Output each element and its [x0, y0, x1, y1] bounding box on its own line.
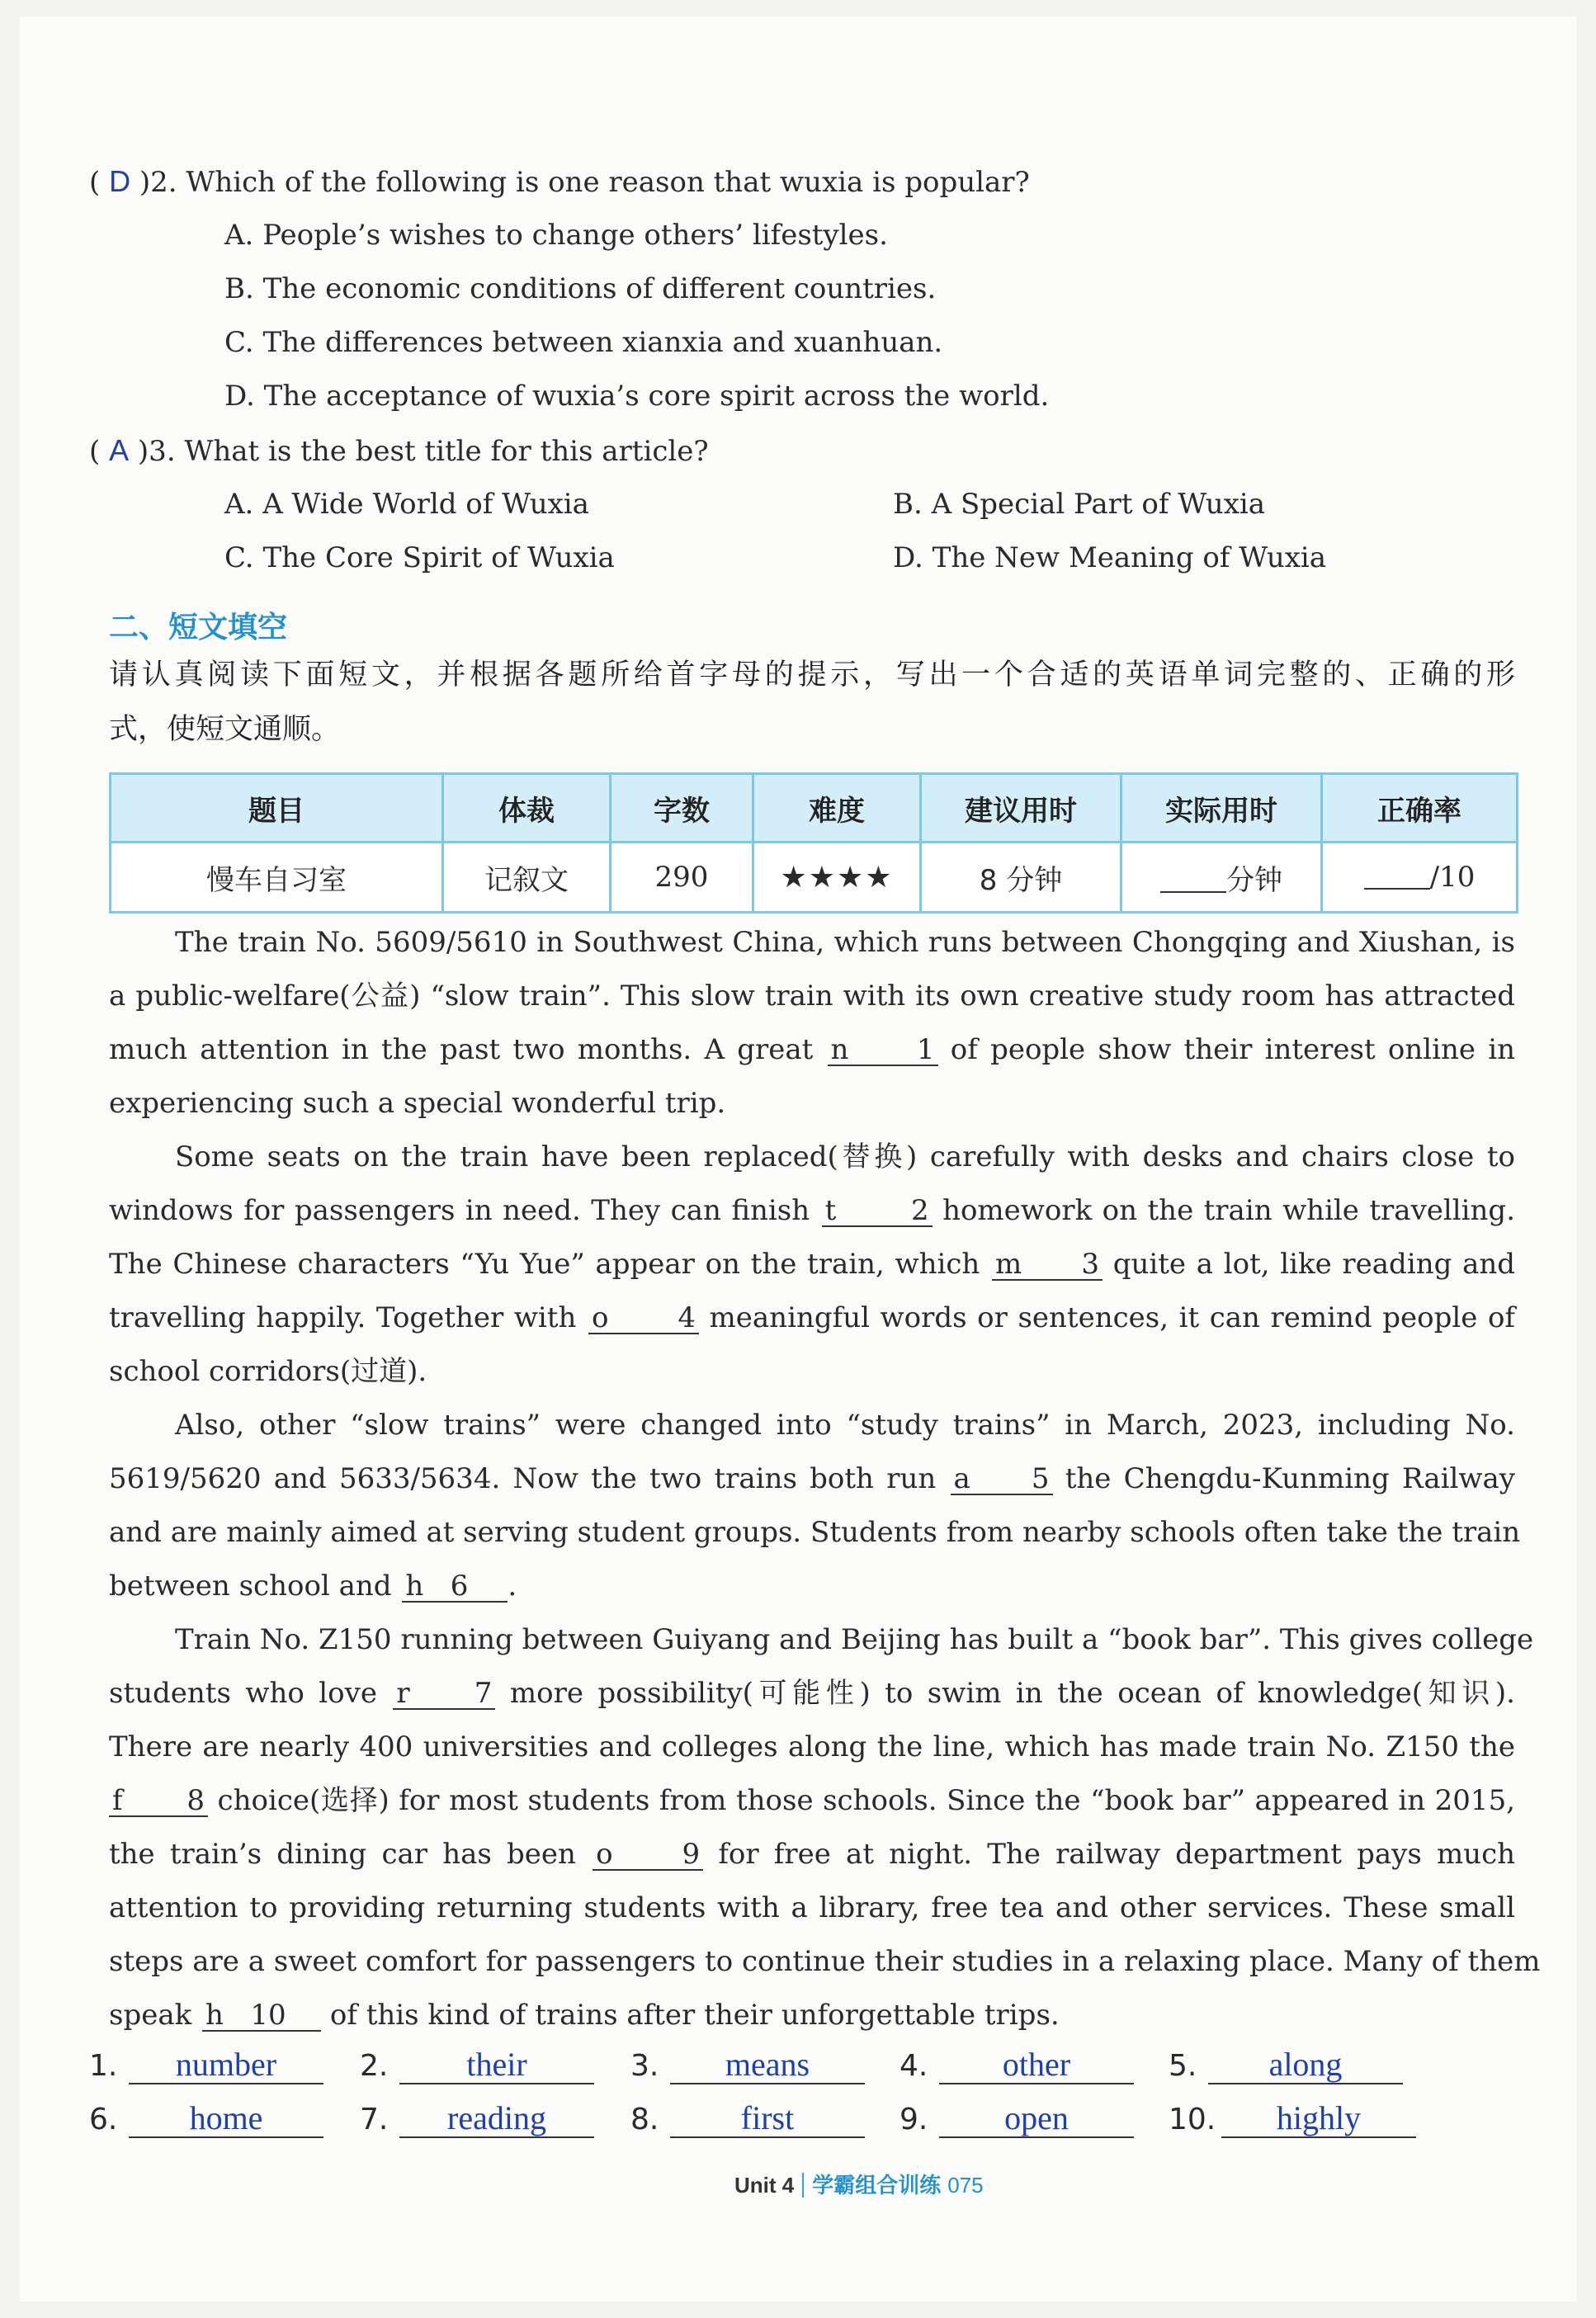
- text: the Chengdu-Kunming Railway: [1065, 1462, 1515, 1495]
- p2-line1: Some seats on the train have been replaced(替换) carefully with desks and chairs close to: [175, 1140, 1515, 1173]
- answer-letter-q3: A: [109, 433, 130, 467]
- p3-line1: Also, other “slow trains” were changed into “study trains” in March, 2023, including No.: [175, 1409, 1515, 1442]
- text: speak: [109, 1999, 192, 2032]
- option-text: The Core Spirit of Wuxia: [262, 541, 615, 574]
- answer-word[interactable]: first: [670, 2100, 865, 2138]
- blank-2[interactable]: [822, 1196, 933, 1227]
- cell-accuracy[interactable]: [1322, 843, 1518, 913]
- p4-line3: There are nearly 400 universities and colleges along the line, which has made train No. Z150 the: [109, 1730, 1515, 1763]
- answer-number: 6.: [89, 2103, 118, 2136]
- answer-number: 1.: [89, 2049, 118, 2083]
- footer-unit: Unit 4: [734, 2173, 795, 2198]
- page-number: 075: [947, 2173, 984, 2198]
- text: more possibility(可能性) to swim in the ocean of knowledge(知识).: [509, 1677, 1515, 1710]
- answer-word[interactable]: means: [670, 2047, 865, 2084]
- option-3b: [893, 486, 1265, 522]
- question-number: 3: [149, 435, 167, 468]
- section-title: 二、短文填空: [109, 611, 288, 644]
- option-label: A.: [224, 488, 254, 521]
- cell-word-count: 290: [611, 843, 753, 913]
- blank-letter: r: [396, 1677, 410, 1710]
- option-label: B.: [224, 272, 254, 305]
- option-2d: [224, 378, 1049, 414]
- p1-line1: The train No. 5609/5610 in Southwest China, which runs between Chongqing and Xiushan, is: [175, 926, 1515, 959]
- answer-1[interactable]: [89, 2047, 323, 2084]
- cell-suggested-time: 8 分钟: [921, 843, 1121, 913]
- answer-number: 4.: [900, 2049, 928, 2083]
- text: quite a lot, like reading and: [1112, 1248, 1515, 1281]
- option-label: C.: [224, 541, 254, 574]
- question-stem: What is the best title for this article?: [184, 435, 709, 468]
- blank-8[interactable]: [109, 1786, 208, 1817]
- blank-1[interactable]: [828, 1035, 938, 1066]
- answer-word[interactable]: reading: [399, 2100, 594, 2138]
- text: between school and: [109, 1570, 392, 1603]
- option-3a: [224, 486, 589, 522]
- blank-number: 7: [474, 1677, 493, 1710]
- p2-line4: [109, 1300, 1515, 1336]
- question-2: ( D )2. Which of the following is one reason that wuxia is popular?: [89, 164, 1030, 199]
- option-text: A Special Part of Wuxia: [931, 488, 1266, 521]
- blank-number: 5: [1031, 1462, 1050, 1495]
- answer-number: 8.: [630, 2103, 659, 2136]
- blank-letter: o: [596, 1838, 613, 1871]
- p1-line3: [109, 1032, 1515, 1068]
- text: of people show their interest online in: [950, 1033, 1515, 1066]
- blank-letter: m: [995, 1248, 1022, 1281]
- answer-word[interactable]: their: [399, 2047, 594, 2084]
- blank-letter: t: [824, 1194, 837, 1227]
- option-3c: [224, 540, 615, 576]
- blank-number: 10: [250, 1999, 286, 2032]
- p3-line3: and are mainly aimed at serving student groups. Students from nearby schools often take the train: [109, 1516, 1521, 1549]
- blank-number: 3: [1081, 1248, 1100, 1281]
- answer-number: 5.: [1169, 2049, 1197, 2083]
- cell-genre: 记叙文: [443, 843, 611, 913]
- text: meaningful words or sentences, it can remind people of: [709, 1301, 1516, 1334]
- blank-letter: a: [953, 1462, 970, 1495]
- answer-word[interactable]: along: [1208, 2047, 1403, 2084]
- text: the train’s dining car has been: [109, 1838, 576, 1871]
- option-2b: [224, 271, 936, 307]
- blank-number: 6: [450, 1570, 469, 1603]
- cell-difficulty: ★★★★: [753, 843, 921, 913]
- blank-letter: n: [830, 1033, 849, 1066]
- accuracy-suffix: /10: [1429, 861, 1476, 894]
- p4-line2: [109, 1675, 1515, 1711]
- question-stem: Which of the following is one reason that wuxia is popular?: [186, 166, 1030, 199]
- cell-actual-time[interactable]: [1121, 843, 1322, 913]
- text: The Chinese characters “Yu Yue” appear on the train, which: [109, 1248, 980, 1281]
- text: choice(选择) for most students from those schools. Since the “book bar” appeared in 2015,: [217, 1784, 1516, 1817]
- blank-number: 9: [682, 1838, 701, 1871]
- answer-2[interactable]: [360, 2047, 594, 2084]
- text: students who love: [109, 1677, 377, 1710]
- p4-line6: attention to providing returning students with a library, free tea and other services. These small: [109, 1891, 1515, 1924]
- question-3: ( A )3. What is the best title for this article?: [89, 433, 709, 468]
- answer-3[interactable]: [630, 2047, 865, 2084]
- blank-number: 1: [916, 1033, 935, 1066]
- answer-10[interactable]: [1169, 2100, 1416, 2138]
- blank-4[interactable]: [588, 1303, 699, 1334]
- option-text: The differences between xianxia and xuanhuan.: [262, 326, 943, 359]
- answer-7[interactable]: [360, 2100, 594, 2138]
- cell-title: 慢车自习室: [111, 843, 443, 913]
- answer-5[interactable]: [1169, 2047, 1403, 2084]
- blank-number: 8: [187, 1784, 205, 1817]
- p4-line1: Train No. Z150 running between Guiyang and Beijing has built a “book bar”. This gives college: [175, 1623, 1534, 1656]
- blank-6[interactable]: [402, 1571, 508, 1603]
- page-footer: [734, 2169, 984, 2199]
- option-3d: [893, 540, 1326, 576]
- text: homework on the train while travelling.: [942, 1194, 1515, 1227]
- header-title: 题目: [111, 774, 443, 843]
- text: for free at night. The railway department pays much: [718, 1838, 1516, 1871]
- p4-line5: [109, 1836, 1515, 1872]
- blank-10[interactable]: [202, 2000, 321, 2032]
- option-label: C.: [224, 326, 254, 359]
- blank-9[interactable]: [593, 1839, 703, 1871]
- instructions-line1: 请认真阅读下面短文，并根据各题所给首字母的提示，写出一个合适的英语单词完整的、正确的形: [109, 659, 1515, 692]
- option-text: People’s wishes to change others’ lifestyles.: [262, 219, 888, 252]
- blank-letter: h: [205, 1999, 224, 2032]
- option-text: The acceptance of wuxia’s core spirit across the world.: [263, 380, 1050, 413]
- option-2c: [224, 324, 942, 361]
- answer-number: 2.: [360, 2049, 389, 2083]
- text: 5619/5620 and 5633/5634. Now the two trains both run: [109, 1462, 937, 1495]
- footer-divider: [802, 2173, 804, 2198]
- p1-line4: experiencing such a special wonderful trip.: [109, 1087, 726, 1120]
- text: windows for passengers in need. They can finish: [109, 1194, 810, 1227]
- option-2a: [224, 217, 888, 253]
- info-table: [109, 772, 1518, 914]
- p4-line8: [109, 1997, 1515, 2033]
- instructions-line2: 式，使短文通顺。: [109, 713, 341, 746]
- text: travelling happily. Together with: [109, 1301, 577, 1334]
- answer-number: 3.: [630, 2049, 659, 2083]
- header-actual-time: 实际用时: [1121, 774, 1322, 843]
- accuracy-blank[interactable]: [1364, 863, 1430, 890]
- option-text: A Wide World of Wuxia: [262, 488, 589, 521]
- answer-number: 9.: [900, 2103, 928, 2136]
- answer-word[interactable]: number: [129, 2047, 323, 2084]
- p4-line4: [109, 1782, 1515, 1819]
- p1-line2: a public-welfare(公益) “slow train”. This slow train with its own creative study room has attracted: [109, 980, 1515, 1013]
- answer-word[interactable]: other: [939, 2047, 1134, 2084]
- actual-time-unit: 分钟: [1226, 863, 1282, 897]
- question-number: 2: [150, 166, 168, 199]
- p2-line2: [109, 1192, 1515, 1229]
- blank-letter: o: [591, 1301, 609, 1334]
- header-suggested-time: 建议用时: [921, 774, 1121, 843]
- blank-5[interactable]: [951, 1464, 1053, 1495]
- blank-number: 2: [910, 1194, 929, 1227]
- answer-8[interactable]: [630, 2100, 865, 2138]
- p3-line2: [109, 1461, 1515, 1497]
- option-label: A.: [224, 219, 254, 252]
- text: much attention in the past two months. A great: [109, 1033, 814, 1066]
- answer-number: 10.: [1169, 2103, 1216, 2136]
- answer-6[interactable]: [89, 2100, 323, 2138]
- option-text: The economic conditions of different countries.: [262, 272, 937, 305]
- blank-7[interactable]: [393, 1678, 495, 1710]
- header-genre: 体裁: [443, 774, 611, 843]
- p3-line4: [109, 1568, 1515, 1604]
- option-label: D.: [893, 541, 923, 574]
- answer-word[interactable]: home: [129, 2100, 323, 2138]
- blank-3[interactable]: [992, 1249, 1103, 1281]
- page: [20, 17, 1576, 2301]
- header-difficulty: 难度: [753, 774, 921, 843]
- p2-line5: school corridors(过道).: [109, 1355, 427, 1388]
- text: .: [508, 1570, 517, 1603]
- header-word-count: 字数: [611, 774, 753, 843]
- answer-word[interactable]: highly: [1221, 2100, 1416, 2138]
- text: of this kind of trains after their unforgettable trips.: [329, 1999, 1060, 2032]
- answer-word[interactable]: open: [939, 2100, 1134, 2138]
- answer-4[interactable]: [900, 2047, 1134, 2084]
- p4-line7: steps are a sweet comfort for passengers to continue their studies in a relaxing place. Many of them: [109, 1945, 1541, 1978]
- option-text: The New Meaning of Wuxia: [932, 541, 1327, 574]
- answer-letter-q2: D: [109, 164, 131, 198]
- blank-letter: f: [112, 1784, 123, 1817]
- blank-letter: h: [405, 1570, 424, 1603]
- header-accuracy: 正确率: [1322, 774, 1518, 843]
- answer-9[interactable]: [900, 2100, 1134, 2138]
- option-label: D.: [224, 380, 255, 413]
- p2-line3: [109, 1246, 1515, 1282]
- blank-number: 4: [678, 1301, 696, 1334]
- actual-time-blank[interactable]: [1160, 866, 1226, 893]
- option-label: B.: [893, 488, 923, 521]
- answer-number: 7.: [360, 2103, 389, 2136]
- footer-brand: 学霸组合训练: [812, 2174, 942, 2198]
